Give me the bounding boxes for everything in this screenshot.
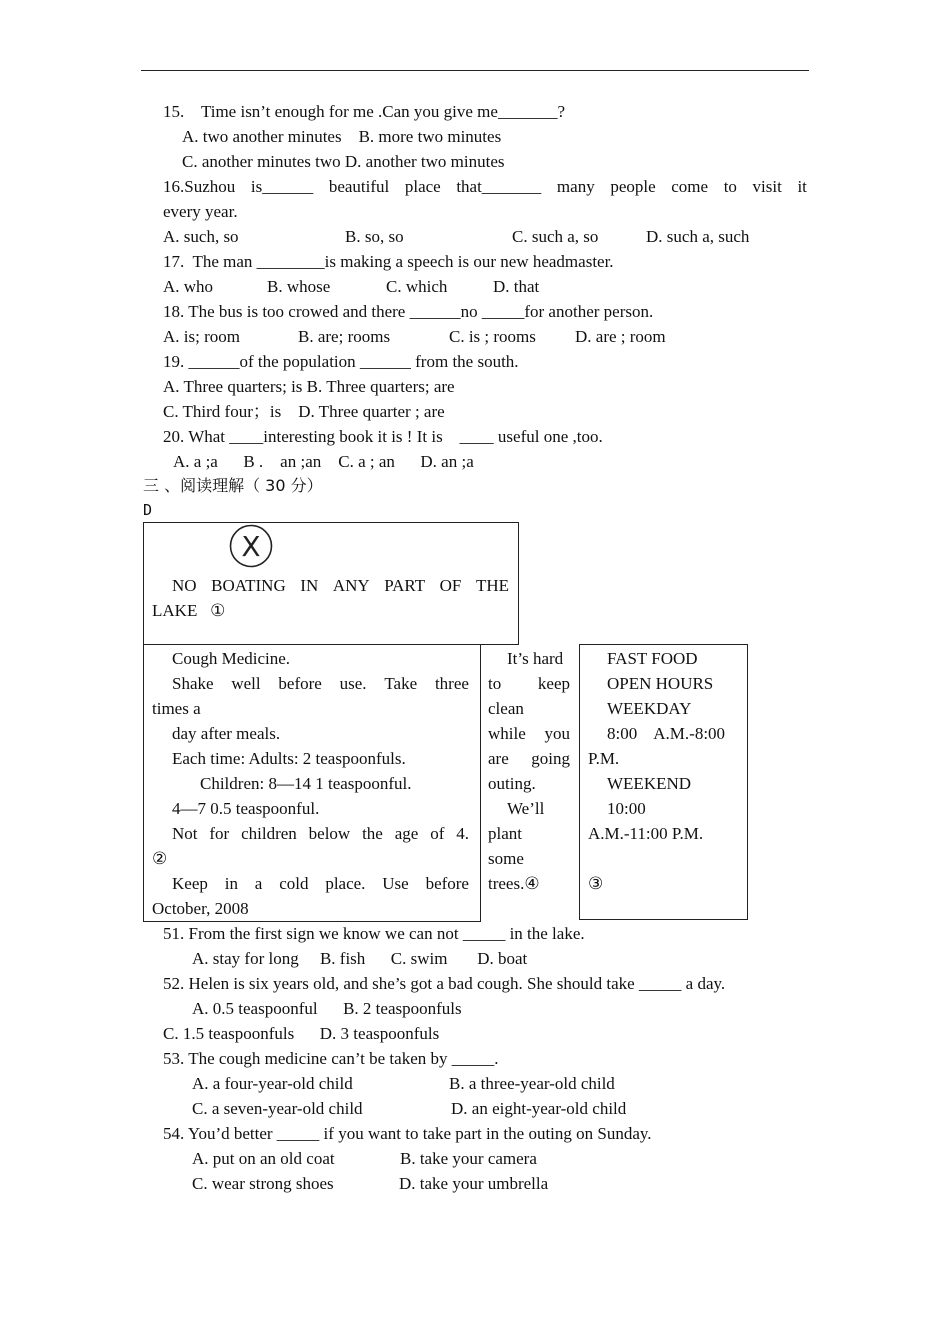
trees-line: We’ll [507,799,545,818]
q16-option-d: D. such a, such [646,227,750,246]
trees-word: going [531,749,570,768]
q54-option-b: B. take your camera [400,1149,537,1168]
food-line: OPEN HOURS [607,674,714,693]
q53-option-b: B. a three-year-old child [449,1074,615,1093]
boat-word: IN [300,576,319,595]
q54-stem: 54. You’d better _____ if you want to take part in the outing on Sunday. [163,1124,652,1143]
medicine-word: cold [279,874,309,893]
trees-line [488,671,570,696]
trees-line: It’s hard [507,649,564,668]
food-line: P.M. [588,749,620,768]
food-line: 10:00 [607,799,646,818]
medicine-line: ② [152,849,168,868]
medicine-line: October, 2008 [152,899,249,918]
q19-options-ab: A. Three quarters; is B. Three quarters; are [163,377,455,396]
boat-word: PART [384,576,426,595]
medicine-line: Children: 8—14 1 teaspoonful. [200,774,412,793]
q16-word: come [671,177,709,196]
q16-word: many [556,177,595,196]
medicine-word: age [394,824,419,843]
q16-word: that_______ [456,177,542,196]
q52-options-cd: C. 1.5 teaspoonfuls D. 3 teaspoonfuls [163,1024,440,1043]
food-line: FAST FOOD [607,649,698,668]
boat-word: OF [439,576,462,595]
q17-option-d: D. that [493,277,540,296]
trees-word: are [488,749,509,768]
medicine-word: below [308,824,351,843]
trees-line: outing. [488,774,536,793]
q16-word: people [610,177,656,196]
q18-stem: 18. The bus is too crowed and there ______no _____for another person. [163,302,654,321]
food-line: WEEKEND [607,774,692,793]
q16-stem [163,174,807,199]
medicine-word: a [254,874,263,893]
q53-option-d: D. an eight-year-old child [451,1099,627,1118]
q16-option-c: C. such a, so [512,227,599,246]
q16-word: to [723,177,737,196]
q54-option-a: A. put on an old coat [192,1149,335,1168]
medicine-line: Each time: Adults: 2 teaspoonfuls. [172,749,406,768]
q16-word: visit [752,177,782,196]
food-line: ③ [588,874,604,893]
header-rule [141,70,809,71]
medicine-word: the [362,824,383,843]
medicine-word: place. [325,874,366,893]
q17-stem: 17. The man ________is making a speech is our new headmaster. [163,252,614,271]
trees-word: keep [537,674,570,693]
q16-option-b: B. so, so [345,227,404,246]
q20-stem: 20. What ____interesting book it is ! It is ____ useful one ,too. [163,427,603,446]
q20-options: A. a ;a B . an ;an C. a ; an D. an ;a [173,452,474,471]
food-line: 8:00 A.M.-8:00 [607,724,726,743]
trees-line [488,721,570,746]
no-boating-text-cont: LAKE ① [152,601,226,620]
q16-word: beautiful [328,177,390,196]
q54-option-c: C. wear strong shoes [192,1174,334,1193]
medicine-word: before [278,674,322,693]
q16-stem-cont: every year. [163,202,238,221]
trees-line [488,746,570,771]
trees-line: some [488,849,524,868]
medicine-word: for [209,824,230,843]
medicine-word: 4. [456,824,469,843]
food-line: A.M.-11:00 P.M. [588,824,704,843]
section-title: 三 、阅读理解（ 30 分） [143,476,323,495]
boat-word: NO [172,576,197,595]
q53-option-a: A. a four-year-old child [192,1074,353,1093]
medicine-line [172,871,469,896]
q18-option-a: A. is; room [163,327,240,346]
boat-word: BOATING [211,576,286,595]
medicine-word: before [425,874,469,893]
medicine-word: three [434,674,469,693]
boat-word: THE [475,576,509,595]
svg-text:X: X [241,530,261,563]
q16-word: 16.Suzhou [163,177,236,196]
medicine-word: Take [384,674,418,693]
q53-stem: 53. The cough medicine can’t be taken by _____. [163,1049,499,1068]
trees-line: plant [488,824,522,843]
q18-option-c: C. is ; rooms [449,327,536,346]
medicine-word: well [231,674,261,693]
q53-option-c: C. a seven-year-old child [192,1099,363,1118]
trees-line: clean [488,699,524,718]
medicine-line: 4—7 0.5 teaspoonful. [172,799,320,818]
q51-options: A. stay for long B. fish C. swim D. boat [192,949,528,968]
medicine-line: day after meals. [172,724,281,743]
boat-word: ANY [332,576,370,595]
q15-options-ab: A. two another minutes B. more two minutes [182,127,502,146]
q15-options-cd: C. another minutes two D. another two minutes [182,152,505,171]
q19-stem: 19. ______of the population ______ from the south. [163,352,519,371]
trees-word: while [488,724,526,743]
q15-stem: 15. Time isn’t enough for me .Can you give me_______? [163,102,565,121]
medicine-word: Shake [172,674,214,693]
q17-option-b: B. whose [267,277,331,296]
medicine-line: Cough Medicine. [172,649,291,668]
medicine-word: in [224,874,238,893]
q52-stem: 52. Helen is six years old, and she’s got a bad cough. She should take _____ a day. [163,974,726,993]
q18-option-b: B. are; rooms [298,327,391,346]
q51-stem: 51. From the first sign we know we can not _____ in the lake. [163,924,585,943]
q16-word: is______ [250,177,314,196]
medicine-line [172,671,469,696]
q16-word: it [797,177,807,196]
q18-option-d: D. are ; room [575,327,666,346]
passage-letter: D [143,501,153,519]
trees-line: trees.④ [488,874,540,893]
medicine-word: Use [382,874,409,893]
medicine-line: times a [152,699,201,718]
medicine-word: children [241,824,297,843]
medicine-word: use. [339,674,367,693]
q17-option-a: A. who [163,277,214,296]
food-line: WEEKDAY [607,699,692,718]
q52-options-ab: A. 0.5 teaspoonful B. 2 teaspoonfuls [192,999,462,1018]
q16-option-a: A. such, so [163,227,239,246]
no-boating-x-icon [229,524,273,568]
medicine-word: Not [172,824,198,843]
q17-option-c: C. which [386,277,448,296]
trees-word: you [544,724,570,743]
q19-options-cd: C. Third four；is D. Three quarter ; are [163,402,445,421]
medicine-word: Keep [172,874,208,893]
medicine-word: of [430,824,445,843]
q16-word: place [404,177,441,196]
medicine-line [172,821,469,846]
trees-word: to [488,674,502,693]
no-boating-text [172,573,509,598]
q54-option-d: D. take your umbrella [399,1174,549,1193]
